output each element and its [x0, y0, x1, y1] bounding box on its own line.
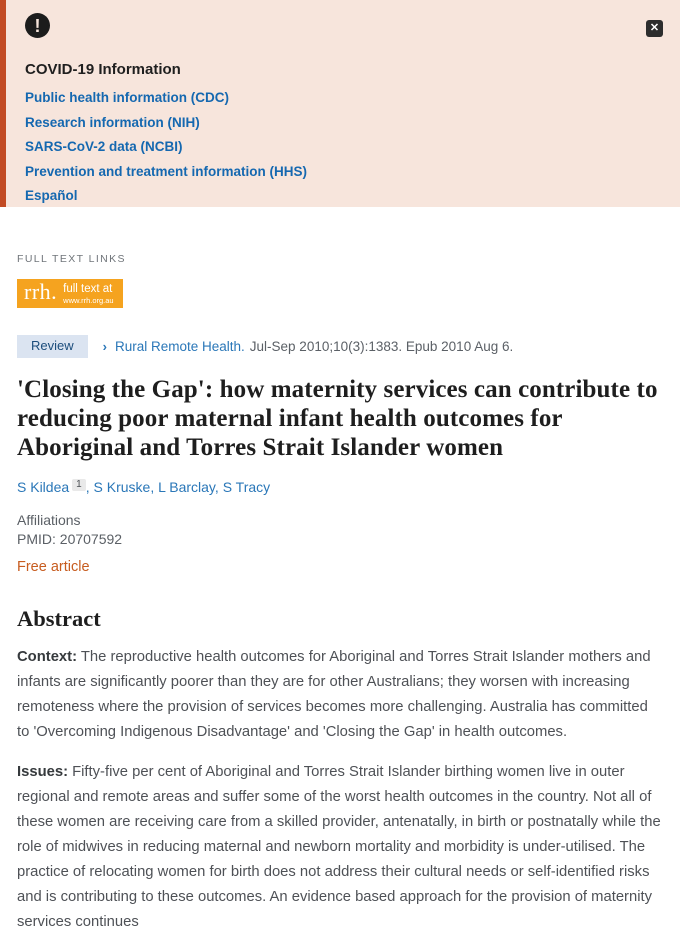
full-text-links-label: FULL TEXT LINKS — [17, 253, 126, 265]
authors-list — [17, 479, 663, 496]
full-text-provider-button[interactable] — [17, 279, 123, 308]
free-article-badge: Free article — [17, 559, 90, 575]
covid-link[interactable]: Español — [25, 188, 78, 203]
author-link[interactable]: L Barclay — [158, 479, 215, 495]
page-title: 'Closing the Gap': how maternity services can contribute to reducing poor maternal infant health outcomes for Aboriginal and Torres Strait Islander women — [17, 376, 658, 461]
provider-line1: full text at — [63, 283, 113, 295]
journal-link[interactable]: Rural Remote Health. — [114, 339, 245, 354]
citation-row — [17, 335, 663, 358]
alert-icon: ! — [25, 13, 50, 38]
provider-line2: www.rrh.org.au — [63, 295, 114, 305]
author-link[interactable]: S Kruske — [93, 479, 151, 495]
pmid-row — [17, 531, 663, 547]
covid-link[interactable]: Research information (NIH) — [25, 114, 200, 130]
close-icon[interactable]: ✕ — [646, 20, 663, 37]
abstract-section-label: Issues: — [17, 764, 68, 780]
author-separator: , — [85, 479, 94, 495]
author-separator: , — [214, 479, 223, 495]
article-content — [0, 253, 680, 935]
abstract-body — [17, 645, 663, 935]
abstract-paragraph: Context: The reproductive health outcomes for Aboriginal and Torres Strait Islander mothers and infants are significantly poorer than they are for other Australians; they worsen with increasing remoteness where the provision of services becomes more challenging. Australia has committed to 'Overcoming Indigenous Disadvantage' and 'Closing the Gap' in health outcomes. — [17, 649, 651, 740]
pmid-value: 20707592 — [59, 531, 123, 547]
author-link[interactable]: S Tracy — [222, 479, 271, 495]
provider-sub-text — [63, 280, 113, 304]
covid-link[interactable]: Prevention and treatment information (HHS) — [25, 163, 308, 179]
covid-link[interactable]: SARS-CoV-2 data (NCBI) — [25, 139, 183, 154]
abstract-paragraph: Issues: Fifty-five per cent of Aboriginal and Torres Strait Islander birthing women live in outer regional and remote areas and suffer some of the worst health outcomes in the country. Not all of these women are receiving care from a skilled provider, antenatally, in birth or postnatally while the role of midwives in reducing maternal and newborn mortality and morbidity is under-utilised. The practice of relocating women for birth does not address their cultural needs or self-identified risks and is contributing to these outcomes. An evidence based approach for the provision of maternity services continues — [17, 764, 661, 930]
publication-type-badge: Review — [17, 335, 88, 358]
covid-links-list — [25, 90, 662, 203]
covid-banner-heading: COVID-19 Information — [25, 61, 181, 78]
pmid-label: PMID: — [17, 531, 56, 547]
affiliations-label[interactable]: Affiliations — [17, 512, 81, 528]
covid-banner — [0, 0, 680, 207]
chevron-right-icon: › — [102, 339, 107, 354]
abstract-section-label: Context: — [17, 649, 78, 665]
abstract-heading: Abstract — [17, 606, 101, 631]
author-link[interactable]: S Kildea — [17, 479, 70, 495]
citation-details: Jul-Sep 2010;10(3):1383. Epub 2010 Aug 6. — [249, 339, 514, 354]
covid-link[interactable]: Public health information (CDC) — [25, 90, 229, 105]
author-separator: , — [150, 479, 159, 495]
author-affiliation-sup[interactable]: 1 — [72, 479, 86, 491]
provider-logo-text: rrh. — [24, 279, 58, 304]
